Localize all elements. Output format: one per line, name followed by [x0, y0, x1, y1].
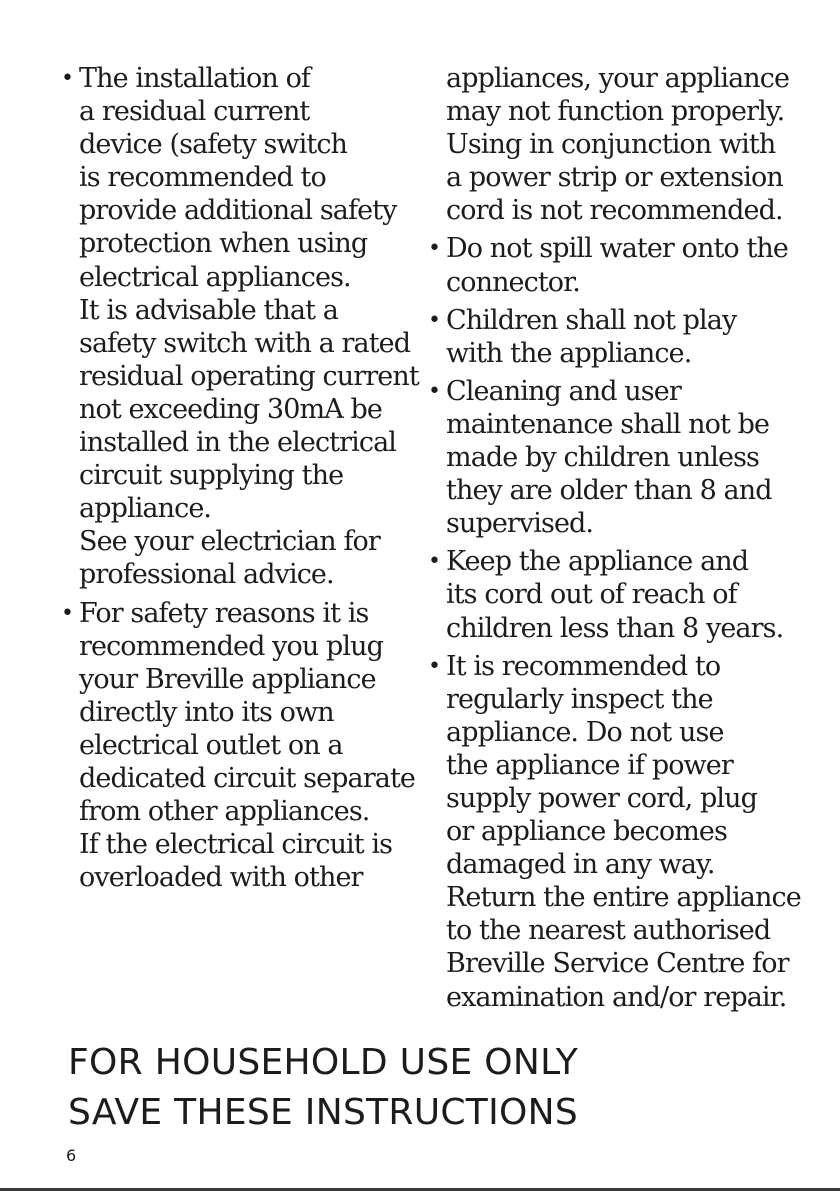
text-line: its cord out of reach of	[446, 579, 737, 611]
text-line: may not function properly.	[446, 96, 785, 128]
text-line: circuit supplying the	[79, 460, 344, 492]
text-line: It is advisable that a	[79, 294, 338, 326]
page-number: 6	[66, 1146, 77, 1165]
text-line: overloaded with other	[79, 862, 363, 894]
text-line: children less than 8 years.	[446, 612, 784, 644]
text-line: Children shall not play	[446, 304, 737, 336]
bullet-mark: •	[428, 378, 441, 404]
text-line: maintenance shall not be	[446, 408, 770, 440]
bullet-item	[61, 62, 419, 592]
text-line: Using in conjunction with	[446, 129, 776, 161]
text-line: dedicated circuit separate	[79, 762, 415, 794]
text-line: It is recommended to	[446, 650, 721, 682]
bullet-item	[428, 650, 823, 1014]
continued-paragraph	[428, 62, 823, 227]
bullet-mark: •	[428, 549, 441, 575]
text-line: to the nearest authorised	[446, 915, 771, 947]
text-line: they are older than 8 and	[446, 475, 772, 507]
text-line: safety switch with a rated	[79, 327, 411, 359]
text-line: from other appliances.	[79, 796, 370, 828]
text-line: appliance.	[79, 493, 212, 525]
text-line: Keep the appliance and	[446, 546, 749, 578]
text-line: device (safety switch	[79, 129, 348, 161]
text-line: For safety reasons it is	[79, 597, 369, 629]
text-line: professional advice.	[79, 559, 334, 591]
bullet-item	[428, 545, 823, 644]
text-line: directly into its own	[79, 696, 334, 728]
footer-notice	[68, 1038, 578, 1138]
text-line: If the electrical circuit is	[79, 829, 393, 861]
text-line: recommended you plug	[79, 630, 384, 662]
bullet-mark: •	[61, 600, 74, 626]
text-line: See your electrician for	[79, 526, 380, 558]
text-line: electrical appliances.	[79, 261, 351, 293]
text-line: your Breville appliance	[79, 663, 376, 695]
text-line: or appliance becomes	[446, 816, 727, 848]
right-column	[428, 62, 823, 1019]
text-line: appliances, your appliance	[446, 63, 790, 94]
text-line: not exceeding 30mA be	[79, 393, 382, 425]
save-instructions-heading: SAVE THESE INSTRUCTIONS	[68, 1092, 579, 1133]
household-use-heading: FOR HOUSEHOLD USE ONLY	[68, 1042, 579, 1083]
text-line: electrical outlet on a	[79, 729, 343, 761]
text-line: Return the entire appliance	[446, 882, 801, 914]
text-line: examination and/or repair.	[446, 981, 787, 1013]
text-line: Breville Service Centre for	[446, 948, 789, 980]
bullet-item	[61, 597, 416, 895]
text-line: with the appliance.	[446, 337, 692, 369]
text-line: damaged in any way.	[446, 849, 715, 881]
text-line: protection when using	[79, 228, 368, 260]
text-line: a residual current	[79, 96, 310, 128]
bullet-item	[428, 375, 823, 540]
text-line: a power strip or extension	[446, 162, 783, 194]
text-line: supply power cord, plug	[446, 782, 758, 814]
text-line: The installation of	[79, 63, 311, 94]
bullet-mark: •	[61, 66, 74, 91]
text-line: installed in the electrical	[79, 427, 397, 459]
bullet-mark: •	[428, 307, 441, 333]
bullet-mark: •	[428, 653, 441, 679]
text-line: Do not spill water onto the	[446, 233, 788, 265]
text-line: Cleaning and user	[446, 375, 681, 407]
text-line: regularly inspect the	[446, 683, 713, 715]
text-line: made by children unless	[446, 442, 759, 474]
bullet-item	[428, 304, 823, 370]
text-line: supervised.	[446, 508, 594, 540]
text-line: the appliance if power	[446, 749, 733, 781]
bullet-item	[428, 232, 823, 298]
text-line: appliance. Do not use	[446, 716, 724, 748]
text-line: provide additional safety	[79, 195, 397, 227]
bullet-mark: •	[428, 236, 441, 262]
text-line: is recommended to	[79, 162, 326, 194]
left-column	[61, 62, 419, 899]
text-line: residual operating current	[79, 360, 419, 392]
text-line: connector.	[446, 266, 580, 298]
text-line: cord is not recommended.	[446, 195, 783, 227]
